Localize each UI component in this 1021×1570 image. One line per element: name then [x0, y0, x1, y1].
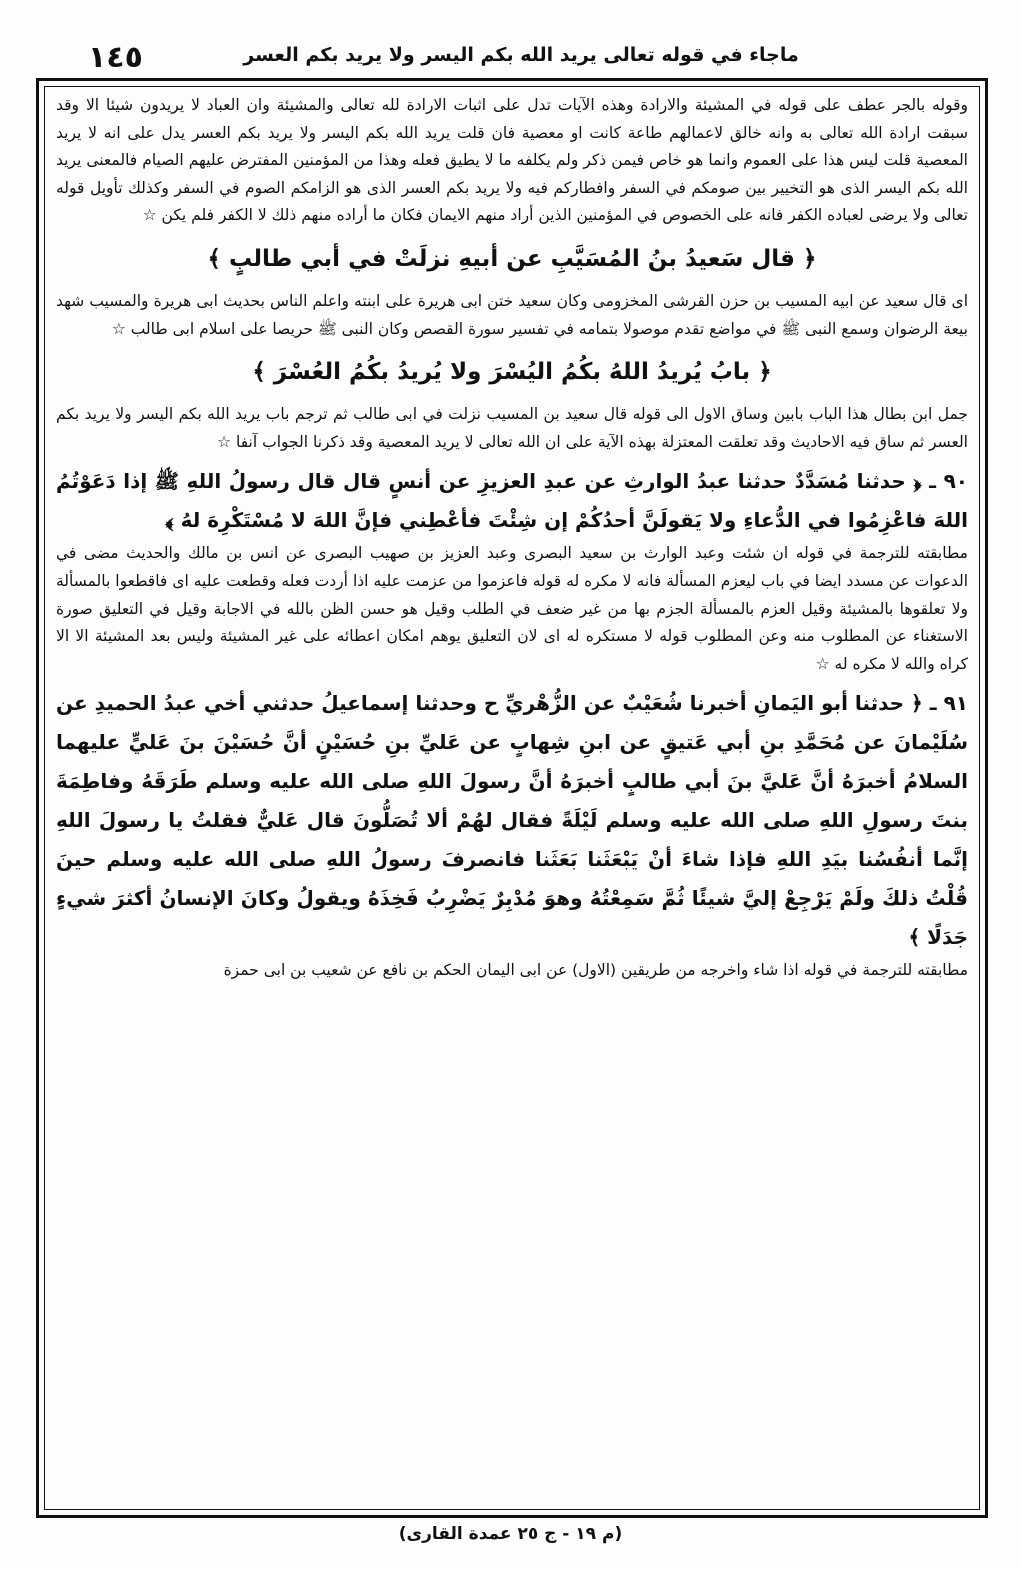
page-body [56, 92, 968, 1502]
chapter-heading: ﴿ بابُ يُريدُ اللهُ بكُمُ اليُسْرَ ولا يُريدُ بكُمُ العُسْرَ ﴾ [252, 359, 772, 386]
commentary-paragraph: اى قال سعيد عن ابيه المسيب بن حزن القرشى المخزومى وكان سعيد ختن ابى هريرة على ابنته واعلم الناس بحديث ابى هريرة والمسيب شهد بيعة الرضوان وسمع النبى ﷺ في مواضع تقدم موصولا بتمامه في تفسير سورة القصص وكان النبى ﷺ حريصا على اسلام ابى طالب ☆ [56, 291, 968, 338]
commentary-paragraph: وقوله بالجر عطف على قوله في المشيئة والارادة وهذه الآيات تدل على اثبات الارادة لله تعالى والمشيئة وان العباد لا يريدون شيئا الا وقد سبقت ارادة الله تعالى به وانه خالق لاعمالهم طاعة كانت او معصية فان قلت يريد الله بكم اليسر ولا يريد بكم العسر يدل على انه لا يريد المعصية قلت ليس هذا على العموم وانما هو خاص فيمن ذكر ولم يكلفه ما لا يطيق فعله وهذا من المؤمنين المفترض عليهم الصيام فالمعنى يريد الله بكم اليسر الذى هو التخيير بين صومكم في السفر وافطاركم فيه ولا يريد بكم العسر الذى هو الزامكم الصوم في السفر وكذلك تأويل قوله تعالى ولا يرضى لعباده الكفر فانه على الخصوص في المؤمنين الذين أراد منهم الايمان فكان ما أراده منهم ذلك لا الكفر فلم يكن ☆ [56, 96, 968, 225]
page-number: ١٤٥ [88, 40, 143, 75]
hadith-text: ٩١ ـ ﴿ حدثنا أبو اليَمانِ أخبرنا شُعَيْبٌ عن الزُّهْريِّ ح وحدثنا إسماعيلُ حدثني أخي عبدُ الحميدِ عن سُلَيْمانَ عن مُحَمَّدِ بنِ أبي عَتيقٍ عن ابنِ شِهابٍ عن عَليِّ بنِ حُسَيْنٍ أنَّ حُسَيْنَ بنَ عَليٍّ عليهما السلامُ أخبرَهُ أنَّ عَليَّ بنَ أبي طالبٍ أخبرَهُ أنَّ رسولَ اللهِ صلى الله عليه وسلم طَرَقَهُ وفاطِمَةَ بنتَ رسولِ اللهِ صلى الله عليه وسلم لَيْلَةً فقال لهُمْ ألا تُصَلُّونَ قال عَليٌّ فقلتُ يا رسولَ اللهِ إنَّما أنفُسُنا بيَدِ اللهِ فإذا شاءَ أنْ يَبْعَثَنا بَعَثَنا فانصرفَ رسولُ اللهِ صلى الله عليه وسلم حينَ قُلْتُ ذلكَ ولَمْ يَرْجِعْ إليَّ شيئًا ثُمَّ سَمِعْتُهُ وهوَ مُدْبِرٌ يَضْرِبُ فَخِذَهُ ويقولُ وكانَ الإنسانُ أكثرَ شيءٍ جَدَلًا ﴾ [56, 691, 968, 950]
section-heading: ﴿ قال سَعيدُ بنُ المُسَيَّبِ عن أبيهِ نزلَتْ في أبي طالبٍ ﴾ [207, 245, 817, 272]
commentary-paragraph: مطابقته للترجمة في قوله اذا شاء واخرجه من طريقين (الاول) عن ابى اليمان الحكم بن نافع عن شعيب بن ابى حمزة [223, 961, 968, 980]
commentary-paragraph: جمل ابن بطال هذا الباب بابين وساق الاول الى قوله قال سعيد بن المسيب نزلت في ابى طالب ثم ترجم باب يريد الله بكم اليسر ولا يريد بكم العسر ثم ساق فيه الاحاديث وقد تعلقت المعتزلة بهذه الآية على ان الله تعالى لا يريد المعصية وقد ذكرنا الجواب آنفا ☆ [56, 405, 968, 451]
footer-signature: (م ١٩ - ج ٢٥ عمدة القارى) [398, 1524, 623, 1544]
running-header: ماجاء في قوله تعالى يريد الله بكم اليسر ولا يريد بكم العسر [243, 44, 799, 66]
hadith-text: ٩٠ ـ ﴿ حدثنا مُسَدَّدٌ حدثنا عبدُ الوارثِ عن عبدِ العزيزِ عن أنسٍ قال قال رسولُ اللهِ ﷺ إذا دَعَوْتُمُ اللهَ فاعْزِمُوا في الدُّعاءِ ولا يَقولَنَّ أحدُكُمْ إن شِئْتَ فأعْطِني فإنَّ اللهَ لا مُسْتَكْرِهَ لهُ ﴾ [56, 469, 968, 533]
commentary-paragraph: مطابقته للترجمة في قوله ان شئت وعبد الوارث بن سعيد البصرى وعبد العزيز بن صهيب البصرى عن انس بن مالك والحديث مضى في الدعوات عن مسدد ايضا في باب ليعزم المسألة فانه لا مكره له قوله فاعزموا من عزمت عليه اذا أردت فعله وقطعت عليه اى فاقطعوا بالمسألة ولا تعلقوها بالمشيئة وقيل العزم بالمسألة الجزم بها من غير ضعف في الطلب وقيل هو حسن الظن بالله في الاجابة وقيل في التعليق صورة الاستغناء عن المطلوب منه وعن المطلوب قوله لا مستكره له اى لان التعليق يوهم امكان اعطائه على غير المشيئة وليس بعد المشيئة الا الا كراه والله لا مكره له ☆ [56, 544, 968, 673]
